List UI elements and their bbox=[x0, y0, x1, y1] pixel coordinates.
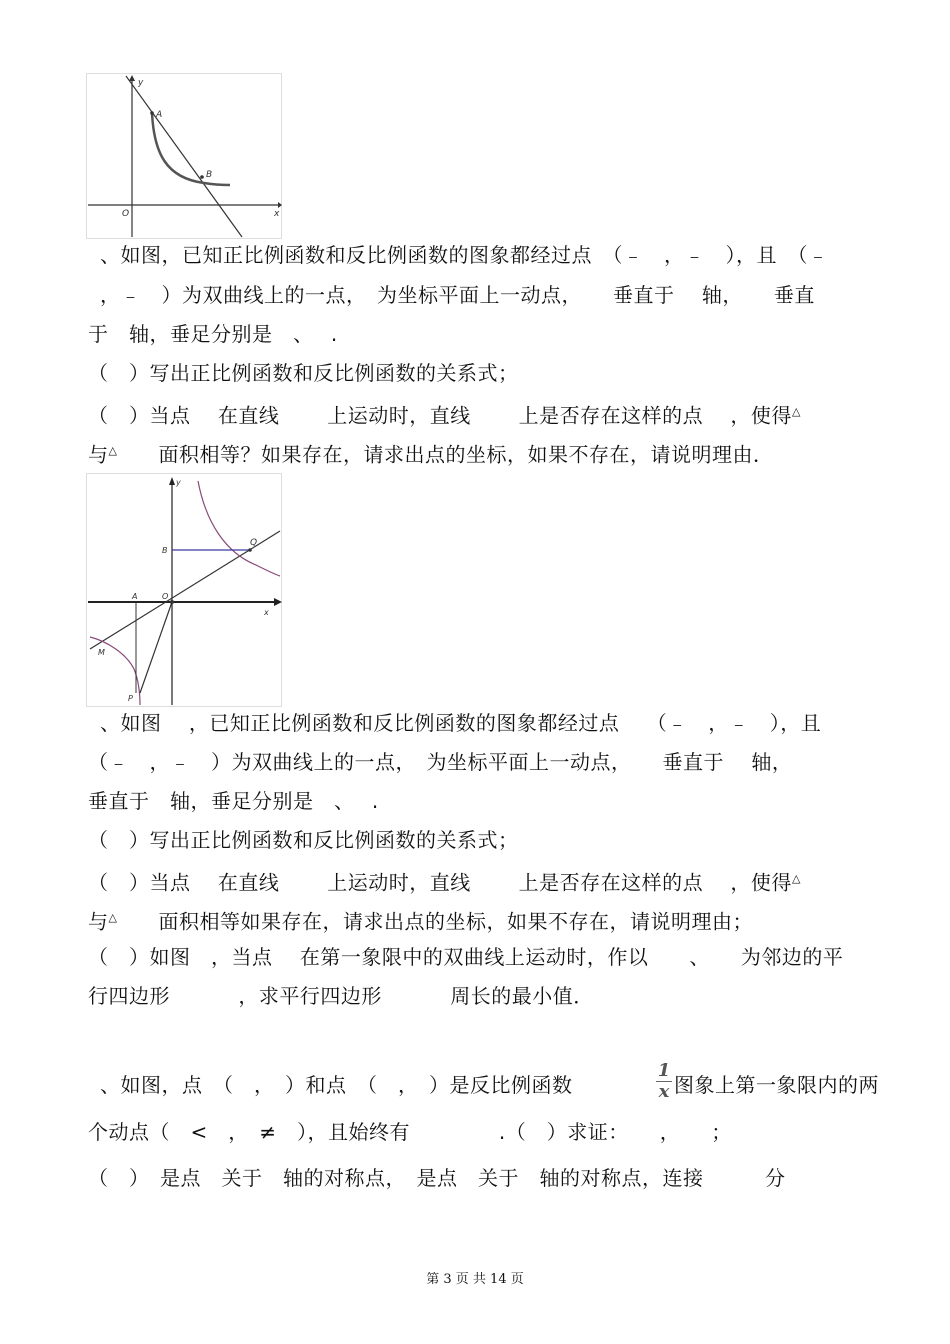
problem1-q2-text: （ ）当点 在直线 上运动时，直线 上是否存在这样的点 ，使得 bbox=[88, 403, 792, 428]
fig2-label-m: M bbox=[98, 648, 105, 657]
problem2-q2-with: 与 bbox=[88, 909, 109, 934]
fig2-label-p: P bbox=[128, 694, 133, 703]
fig1-label-b: B bbox=[206, 170, 213, 180]
problem1-line3: 于 轴，垂足分别是 、 . bbox=[88, 322, 338, 346]
problem3-line1-b: 图象上第一象限内的两 bbox=[674, 1073, 879, 1097]
problem2-q3-line1: （ ）如图 ，当点 在第一象限中的双曲线上运动时，作以 、 为邻边的平 bbox=[88, 945, 844, 969]
triangle-symbol: △ bbox=[791, 872, 801, 885]
problem2-line3: 垂直于 轴，垂足分别是 、 . bbox=[88, 789, 379, 813]
problem1-line1: 、如图，已知正比例函数和反比例函数的图象都经过点 （﹣ ，﹣ ），且 （﹣ bbox=[100, 243, 829, 267]
problem1-q1: （ ）写出正比例函数和反比例函数的关系式； bbox=[88, 361, 519, 385]
problem3-line3: （ ） 是点 关于 轴的对称点， 是点 关于 轴的对称点，连接 分 bbox=[88, 1166, 786, 1190]
page-footer: 第 3 页 共 14 页 bbox=[426, 1272, 524, 1287]
problem2-q2-line1 bbox=[88, 866, 801, 896]
problem3-line2: 个动点（ < ， ≠ ），且始终有 .（ ）求证： ， ； bbox=[88, 1120, 732, 1144]
fig1-label-y: y bbox=[138, 78, 144, 88]
problem2-q2-text: （ ）当点 在直线 上运动时，直线 上是否存在这样的点 ，使得 bbox=[88, 870, 792, 895]
problem3-line1-a: 、如图，点 （ ， ）和点 （ ， ）是反比例函数 bbox=[100, 1073, 573, 1097]
fraction-denominator: x bbox=[658, 1081, 670, 1102]
problem1-q2-rest: 面积相等？如果存在，请求出点的坐标，如果不存在，请说明理由． bbox=[117, 442, 774, 467]
problem2-line1: 、如图 ，已知正比例函数和反比例函数的图象都经过点 （﹣ ，﹣ ），且 bbox=[100, 711, 822, 735]
problem2-q1: （ ）写出正比例函数和反比例函数的关系式； bbox=[88, 828, 519, 852]
problem1-line2: ，﹣ ）为双曲线上的一点， 为坐标平面上一动点， 垂直于 轴， 垂直 bbox=[100, 283, 815, 307]
problem1-q2-line2 bbox=[88, 438, 773, 468]
problem2-q2-rest: 面积相等如果存在，请求出点的坐标，如果不存在，请说明理由； bbox=[117, 909, 753, 934]
problem2-q3-line2: 行四边形 ，求平行四边形 周长的最小值． bbox=[88, 984, 594, 1008]
problem1-q2-with: 与 bbox=[88, 442, 109, 467]
fig1-label-o: O bbox=[122, 209, 130, 219]
fig2-label-a: A bbox=[132, 592, 138, 601]
fig2-label-y: y bbox=[176, 478, 181, 487]
fraction-one-over-x bbox=[656, 1062, 672, 1101]
fig2-label-o: O bbox=[162, 592, 169, 601]
figure-1-hyperbola-line bbox=[86, 73, 282, 239]
fig2-label-b: B bbox=[162, 546, 168, 555]
problem2-line2: （﹣ ，﹣ ）为双曲线上的一点， 为坐标平面上一动点， 垂直于 轴， bbox=[88, 750, 793, 774]
triangle-symbol: △ bbox=[108, 444, 118, 457]
problem1-q2-line1 bbox=[88, 399, 801, 429]
fig2-label-q: Q bbox=[250, 538, 258, 548]
fig2-label-x: x bbox=[264, 608, 269, 617]
problem2-q2-line2 bbox=[88, 905, 753, 935]
triangle-symbol: △ bbox=[791, 405, 801, 418]
fraction-numerator: 1 bbox=[657, 1060, 671, 1081]
triangle-symbol: △ bbox=[108, 911, 118, 924]
fig1-label-x: x bbox=[274, 209, 280, 219]
figure-2-hyperbola-parallelogram bbox=[86, 473, 282, 707]
fig1-label-a: A bbox=[156, 110, 163, 120]
